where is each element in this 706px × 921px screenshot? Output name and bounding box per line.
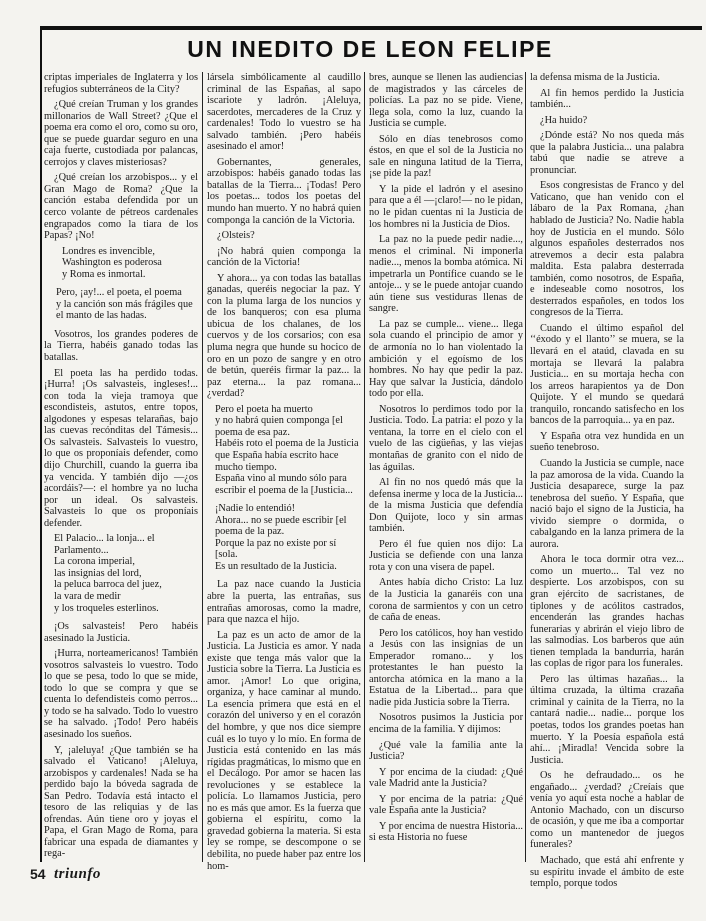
- paragraph: Y, ¡aleluya! ¿Que también se ha salvado el Vaticano! ¡Aleluya, arzobispos y cardenales! Nada se ha perdido bajo la bóveda sagrada de San Pedro. Todavía está intacto el tesoro de las reliquias y de las ofrendas. Aún tiene oro y joyas el Papa, el Gran Mago de Roma, para fabricar una espada de diamantes y rega-: [44, 744, 198, 860]
- paragraph: criptas imperiales de Inglaterra y los refugios subterráneos de la City?: [44, 72, 198, 95]
- paragraph: Nosotros lo perdimos todo por la Justicia. Todo. La patria: el pozo y la ventana, la torre en el cielo con el vuelo de las cigüeñas, y las viejas montañas de granito con el nido de las águilas.: [369, 403, 523, 473]
- paragraph: Ahora le toca dormir otra vez... como un muerto... Tal vez no despierte. Los arzobispos, con su gran ejército de sacristanes, de tiplones y de acólitos castrados, encenderán las grandes hachas funerarias y abrirán el viejo libro de las salmodias. Los barberos que aún tienen templada la bandurria, harán las coplas de rigor para los funerales.: [530, 554, 684, 670]
- paragraph: Vosotros, los grandes poderes de la Tierra, habéis ganado todas las batallas.: [44, 328, 198, 364]
- paragraph: La paz no la puede pedir nadie..., menos el criminal. Ni imponerla nadie..., menos la bomba atómica. Ni impetrarla un Pontífice cuando se le antoje... y se le puede antojar cuando aún tiene sus vestiduras llenas de sangre.: [369, 234, 523, 315]
- paragraph: La paz es un acto de amor de la Justicia. La Justicia es amor. Y nada existe que tenga más valor que la Justicia sobre la Tierra. La Justicia es amor. ¡Amor! Lo que origina, organiza, y hace caminar al mundo. La esencia primera que está en el corazón del universo y en el corazón del hombre, y que nos dice siempre cuál es lo tuyo y lo mío. En forma de Justicia está contenido en las más rígidas pragmáticas, lo mismo que en el Decálogo. Por amor se hacen las revoluciones y se establece la policía. Lo llamamos Justicia, pero no es más que amor. Es la fuerza que gobierna el espíritu, como la gravedad gobierna la materia. Si esta ley se rompe, se descompone o se debilita, no puede haber paz entre los hom-: [207, 629, 361, 872]
- paragraph: ¿Ha huido?: [540, 114, 588, 126]
- paragraph: Cuando la Justicia se cumple, nace la paz amorosa de la vida. Cuando la Justicia desaparece, surge la paz tenebrosa del sueño. Y España, que nació bajo el signo de la Justicia, ha vivido siempre o dormida, o cabalgando en la lanza primera de la aurora.: [530, 457, 684, 550]
- column-rule: [525, 72, 526, 862]
- paragraph: La paz se cumple... viene... llega sola cuando el principio de amor y de armonía no lo han violentado la ambición y el egoísmo de los hombres. No hay que pedir la paz. Hay que salvar la Justicia, dándolo todo por ella.: [369, 318, 523, 400]
- verse: Londres es invencible, Washington es poderosa y Roma es inmortal.: [62, 245, 162, 280]
- paragraph: Machado, que está ahí enfrente y su espíritu invade el ámbito de este templo, porque todos: [530, 855, 684, 890]
- column-rule: [364, 72, 365, 862]
- paragraph: Nosotros pusimos la Justicia por encima de la familia. Y dijimos:: [369, 712, 523, 735]
- text-column-1: [44, 72, 198, 864]
- paragraph: Y la pide el ladrón y el asesino para que a él —¡claro!— no le pidan, no le pidan cuentas ni la Justicia de los hombres ni la Justicia de Dios.: [369, 183, 523, 230]
- verse: Pero el poeta ha muerto y no habrá quien componga [el poema de esa paz. Habéis roto el poema de la Justicia que España había escrito hace mucho tiempo. España vino al mundo sólo para escribir el poema de la [Justicia...: [215, 403, 359, 496]
- publication-logo: triunfo: [54, 866, 101, 882]
- paragraph: ¡Os salvasteis! Pero habéis asesinado la Justicia.: [44, 621, 198, 644]
- paragraph: ¿Olsteis?: [217, 230, 255, 242]
- text-column-3: [369, 72, 523, 864]
- paragraph: bres, aunque se llenen las audiencias de magistrados y las cárceles de policías. La paz no se pide. Viene, llega sola, como la luz, cuando la Justicia se cumple.: [369, 72, 523, 130]
- verse: El Palacio... la lonja... el Parlamento... La corona imperial, las insignias del lord, la peluca barroca del juez, la vara de medir y los troqueles esterlinos.: [54, 533, 162, 614]
- paragraph: Al fin no nos quedó más que la defensa inerme y loca de la Justicia... de la misma Justicia que defendía Don Quijote, loco y sin armas también.: [369, 477, 523, 535]
- paragraph: ¿Qué creían Truman y los grandes millonarios de Wall Street? ¿Que el poema era como el oro, como su oro, que se puede guardar seguro en una caja fuerte, custodiada por palancas, cerrojos y claves misteriosas?: [44, 99, 198, 168]
- text-column-4: [530, 72, 684, 890]
- paragraph: ¿Dónde está? No nos queda más que la palabra Justicia... una palabra tabú que nadie se atreve a pronunciar.: [530, 130, 684, 176]
- paragraph: Os he defraudado... os he engañado... ¿verdad? ¿Creíais que venía yo aquí esta noche a hablar de Antonio Machado, con un discurso de ocasión, y que me iba a comportar como un mantenedor de juegos funerales?: [530, 770, 684, 851]
- column-rule: [202, 72, 203, 862]
- verse: ¡Nadie lo entendió! Ahora... no se puede escribir [el poema de la paz. Porque la paz no existe por sí [sola. Es un resultado de la Justicia.: [215, 503, 347, 572]
- paragraph: Gobernantes, generales, arzobispos: habéis ganado todas las batallas de la Tierra... ¡Todas! Pero los poetas... todos los poetas del mundo han muerto. Y no habrá quien componga la canción de la Victoria.: [207, 156, 361, 226]
- text-column-2: [207, 72, 361, 872]
- article-title: UN INEDITO DE LEON FELIPE: [187, 36, 553, 62]
- paragraph: Y por encima de la ciudad: ¿Qué vale Madrid ante la Justicia?: [369, 766, 523, 790]
- paragraph: ¿Qué vale la familia ante la Justicia?: [369, 739, 523, 763]
- paragraph: El poeta las ha perdido todas. ¡Hurra! ¡Os salvasteis, ingleses!... con toda la vieja tramoya que escondisteis, astutos, entre topos, algodones y espesas telarañas, bajo las cuevas recónditas del Támesis... Os salvasteis. Salvasteis lo vuestro, lo que os proponíais defender, como dijo Churchill, cuando la guerra iba ya vencida. Y también dijo —¿os acordáis?—: el hombre ya no lucha por un ideal. Os salvasteis. Salvasteis lo que os proponíais defender.: [44, 367, 198, 529]
- paragraph: lársela simbólicamente al caudillo criminal de las Españas, al sapo iscariote y ladrón. ¡Aleluya, sacerdotes, mercaderes de la Cruz y cardenales! Todo lo vuestro se ha salvado también. ¡Pero habéis asesinado el amor!: [207, 72, 361, 153]
- paragraph: La paz nace cuando la Justicia abre la puerta, las entrañas, sus entrañas amorosas, como la madre, para que nazca el hijo.: [207, 579, 361, 626]
- verse: Pero, ¡ay!... el poeta, el poema y la canción son más frágiles que el manto de las hadas.: [56, 287, 193, 322]
- paragraph: Y por encima de la patria: ¿Qué vale España ante la Justicia?: [369, 793, 523, 817]
- paragraph: Sólo en días tenebrosos como éstos, en que el sol de la Justicia no sale en ninguna latitud de la Tierra, ¡se pide la paz!: [369, 133, 523, 180]
- paragraph: Y por encima de nuestra Historia... si esta Historia no fuese: [369, 820, 523, 844]
- paragraph: Esos congresistas de Franco y del Vaticano, que han venido con el lábaro de la Pax Romana, ¿han hablado de Justicia? No. Nadie habla hoy de Justicia en el mundo. Sólo algunos españoles desterrados nos atrevemos a decir esta palabra maldita. Esta palabra desterrada también, como nosotros, de España, e indeseable como nosotros, los desterrados españoles, en todos los congresos de la Tierra.: [530, 180, 684, 319]
- paragraph: ¿Qué creían los arzobispos... y el Gran Mago de Roma? ¿Que la canción estaba defendida por un cerco volante de pétreos cardenales engrapados como la tiara de los Papas? ¡No!: [44, 172, 198, 242]
- paragraph: Y España otra vez hundida en un sueño tenebroso.: [530, 430, 684, 454]
- paragraph: ¡No habrá quien componga la canción de la Victoria!: [207, 245, 361, 269]
- paragraph: ¡Hurra, norteamericanos! También vosotros salvasteis lo vuestro. Todo lo que se pesa, todo lo que se mide, todo lo que se compra y que se cuenta lo defendisteis como perros... y todo se ha salvado. Todo lo vuestro se ha salvado. ¡Todo! Pero habéis asesinado los sueños.: [44, 648, 198, 740]
- paragraph: Y ahora... ya con todas las batallas ganadas, queréis negociar la paz. Y con la pluma larga de los nuncios y de los banqueros; con esa pluma ubicua de los chalanes, de los cuervos y de los corsarios; con esa pluma negra que hunde su hocico de oro en un pozo de sangre y en otro de betún, queréis firmar la paz... la paz eterna... la paz romana... ¿verdad?: [207, 272, 361, 400]
- paragraph: la defensa misma de la Justicia.: [530, 72, 660, 83]
- paragraph: Pero los católicos, hoy han vestido a Jesús con las insignias de un Emperador romano... y los protestantes le han puesto la antorcha atómica en la mano a la Estatua de la Libertad... para que nadie pida Justicia sobre la Tierra.: [369, 627, 523, 708]
- page-number: 54: [30, 866, 46, 882]
- paragraph: Al fin hemos perdido la Justicia también...: [530, 87, 684, 111]
- paragraph: Antes había dicho Cristo: La luz de la Justicia la ganaréis con una corona de sarmientos y con un cetro de caña de eneas.: [369, 577, 523, 624]
- paragraph: Pero él fue quien nos dijo: La Justicia se defiende con una lanza rota y con una visera de papel.: [369, 538, 523, 573]
- paragraph: Pero las últimas hazañas... la última cruzada, la última crazaña criminal y cainita de la Tierra, no la cantará nadie... nadie... porque los poetas, todos los grandes poetas han muerto. Y la Poesía española está ahí... ¡Miradla! Vencida sobre la Justicia.: [530, 673, 684, 766]
- paragraph: Cuando el último español del ‘‘éxodo y el llanto’’ se muera, se la llevará en el ataúd, clavada en su mortaja se llevará la palabra Justicia... en su mortaja hecha con los arreos harapientos ya de Don Quijote. Y el mundo se quedará tranquilo, roncando satisfecho en los bancos de la parroquia... ya en paz.: [530, 322, 684, 427]
